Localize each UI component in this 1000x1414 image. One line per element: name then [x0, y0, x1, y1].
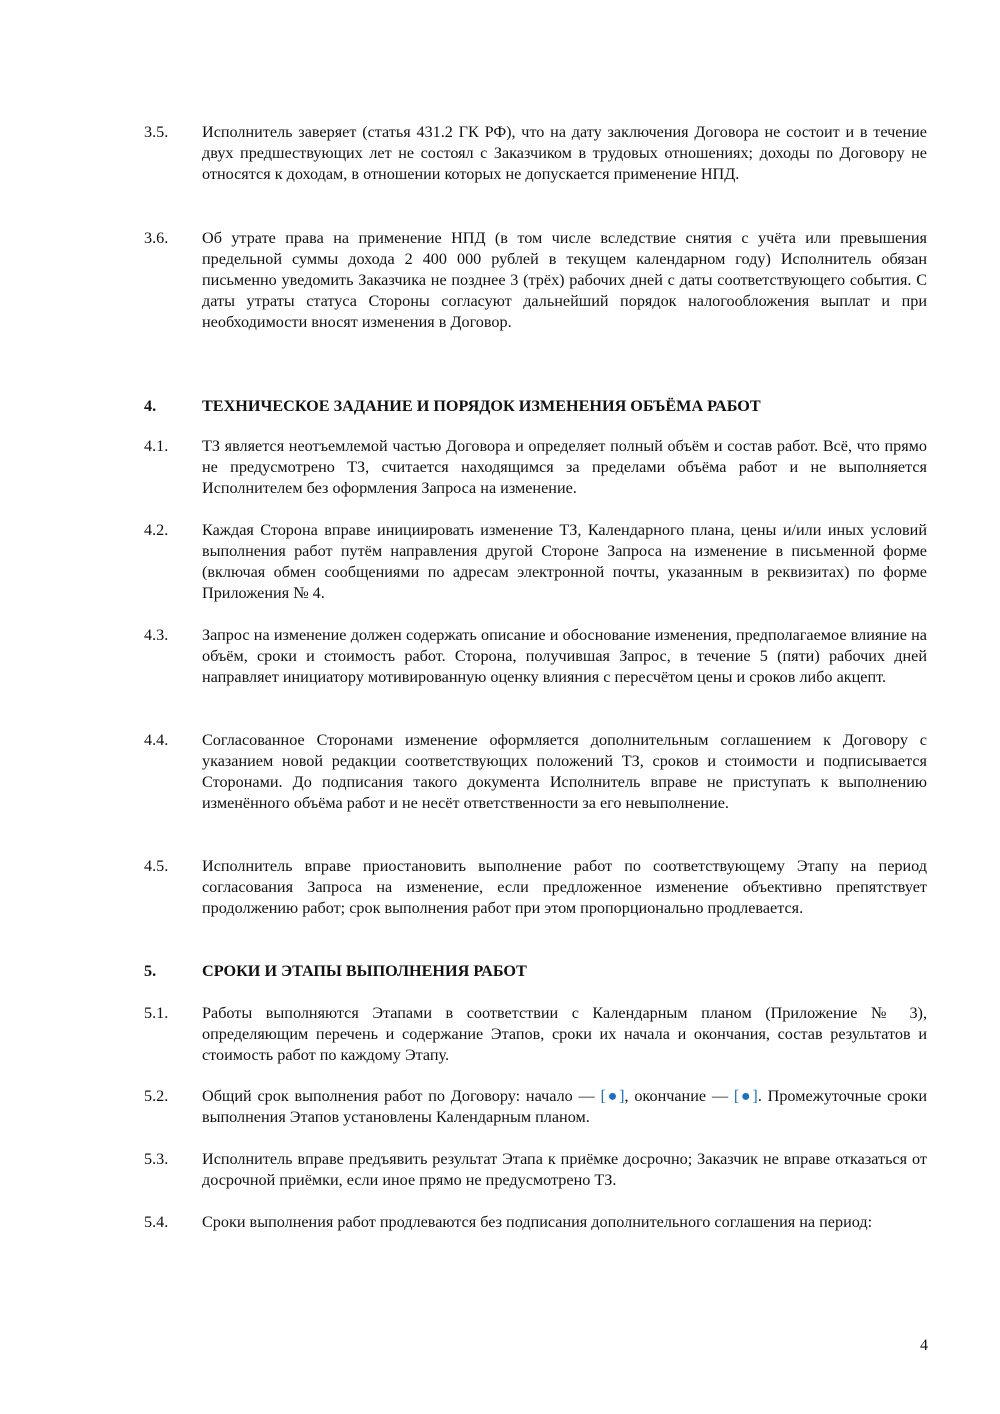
page-number: 4 — [920, 1337, 928, 1354]
date-placeholder-start: [●] — [600, 1087, 625, 1105]
clause-number: 5.2. — [144, 1087, 169, 1105]
clause-number: 3.6. — [144, 229, 169, 247]
clause-5-4 — [144, 1212, 927, 1233]
clause-number: 5.3. — [144, 1150, 169, 1168]
clause-text: ТЗ является неотъемлемой частью Договора и определяет полный объём и состав работ. Всё, что прямо не предусмотрено ТЗ, считается находящимся за пределами объёма работ и не выполняется Исполнителем без оформления Запроса на изменение. — [202, 437, 927, 497]
clause-number: 4.1. — [144, 437, 169, 455]
clause-text: Исполнитель вправе предъявить результат Этапа к приёмке досрочно; Заказчик не вправе отказаться от досрочной приёмки, если иное прямо не предусмотрено ТЗ. — [202, 1150, 927, 1189]
clause-text: Каждая Сторона вправе инициировать изменение ТЗ, Календарного плана, цены и/или иных условий выполнения работ путём направления другой Стороне Запроса на изменение в письменной форме (включая обмен сообщениями по адресам электронной почты, указанным в реквизитах) по форме Приложения № 4. — [202, 521, 927, 602]
clause-3-5 — [144, 122, 927, 185]
clause-text: Исполнитель вправе приостановить выполнение работ по соответствующему Этапу на период согласования Запроса на изменение, если предложенное изменение объективно препятствует продолжению работ; срок выполнения работ при этом пропорционально продлевается. — [202, 857, 927, 917]
clause-4-1 — [144, 436, 927, 499]
clause-4-2 — [144, 520, 927, 604]
clause-number: 4.3. — [144, 626, 169, 644]
clause-text: Исполнитель заверяет (статья 431.2 ГК РФ), что на дату заключения Договора не состоит и в течение двух предшествующих лет не состоял с Заказчиком в трудовых отношениях; доходы по Договору не относятся к доходам, в отношении которых не допускается применение НПД. — [202, 123, 927, 183]
clause-text — [202, 1086, 927, 1128]
clause-text-part: , окончание — — [624, 1087, 734, 1105]
section-number: 4. — [144, 397, 157, 415]
section-number: 5. — [144, 962, 157, 980]
section-title: ТЕХНИЧЕСКОЕ ЗАДАНИЕ И ПОРЯДОК ИЗМЕНЕНИЯ ОБЪЁМА РАБОТ — [202, 397, 761, 415]
date-placeholder-end: [●] — [733, 1087, 758, 1105]
clause-4-5 — [144, 856, 927, 919]
clause-number: 5.4. — [144, 1213, 169, 1231]
clause-number: 4.5. — [144, 857, 169, 875]
clause-3-6 — [144, 228, 927, 333]
clause-number: 3.5. — [144, 123, 169, 141]
clause-number: 5.1. — [144, 1004, 169, 1022]
clause-5-3 — [144, 1149, 927, 1191]
clause-text: Запрос на изменение должен содержать описание и обоснование изменения, предполагаемое влияние на объём, сроки и стоимость работ. Сторона, получившая Запрос, в течение 5 (пяти) рабочих дней направляет инициатору мотивированную оценку влияния с пересчётом цены и сроков либо акцепт. — [202, 626, 927, 686]
clause-text-part: Общий срок выполнения работ по Договору: начало — — [202, 1087, 601, 1105]
clause-text: Сроки выполнения работ продлеваются без подписания дополнительного соглашения на период: — [202, 1213, 873, 1231]
clause-5-2 — [144, 1086, 927, 1128]
clause-4-3 — [144, 625, 927, 688]
clause-text: Согласованное Сторонами изменение оформляется дополнительным соглашением к Договору с указанием новой редакции соответствующих положений ТЗ, сроков и стоимости и подписывается Сторонами. До подписания такого документа Исполнитель вправе не приступать к выполнению изменённого объёма работ и не несёт ответственности за его невыполнение. — [202, 731, 927, 812]
clause-5-1 — [144, 1003, 927, 1066]
clause-text: Об утрате права на применение НПД (в том числе вследствие снятия с учёта или превышения предельной суммы дохода 2 400 000 рублей в текущем календарном году) Исполнитель обязан письменно уведомить Заказчика не позднее 3 (трёх) рабочих дней с даты соответствующего события. С даты утраты статуса Стороны согласуют дальнейший порядок налогообложения выплат и при необходимости вносят изменения в Договор. — [202, 229, 927, 331]
clause-number: 4.2. — [144, 521, 169, 539]
section-heading-5 — [144, 961, 927, 982]
clause-text-part: . Промежуточные сроки выполнения Этапов установлены Календарным планом. — [202, 1087, 927, 1126]
clause-text: Работы выполняются Этапами в соответствии с Календарным планом (Приложение № 3), определяющим перечень и содержание Этапов, сроки их начала и окончания, состав результатов и стоимость работ по каждому Этапу. — [202, 1004, 927, 1064]
clause-4-4 — [144, 730, 927, 814]
section-title: СРОКИ И ЭТАПЫ ВЫПОЛНЕНИЯ РАБОТ — [202, 962, 527, 980]
section-heading-4 — [144, 396, 927, 417]
clause-number: 4.4. — [144, 731, 169, 749]
